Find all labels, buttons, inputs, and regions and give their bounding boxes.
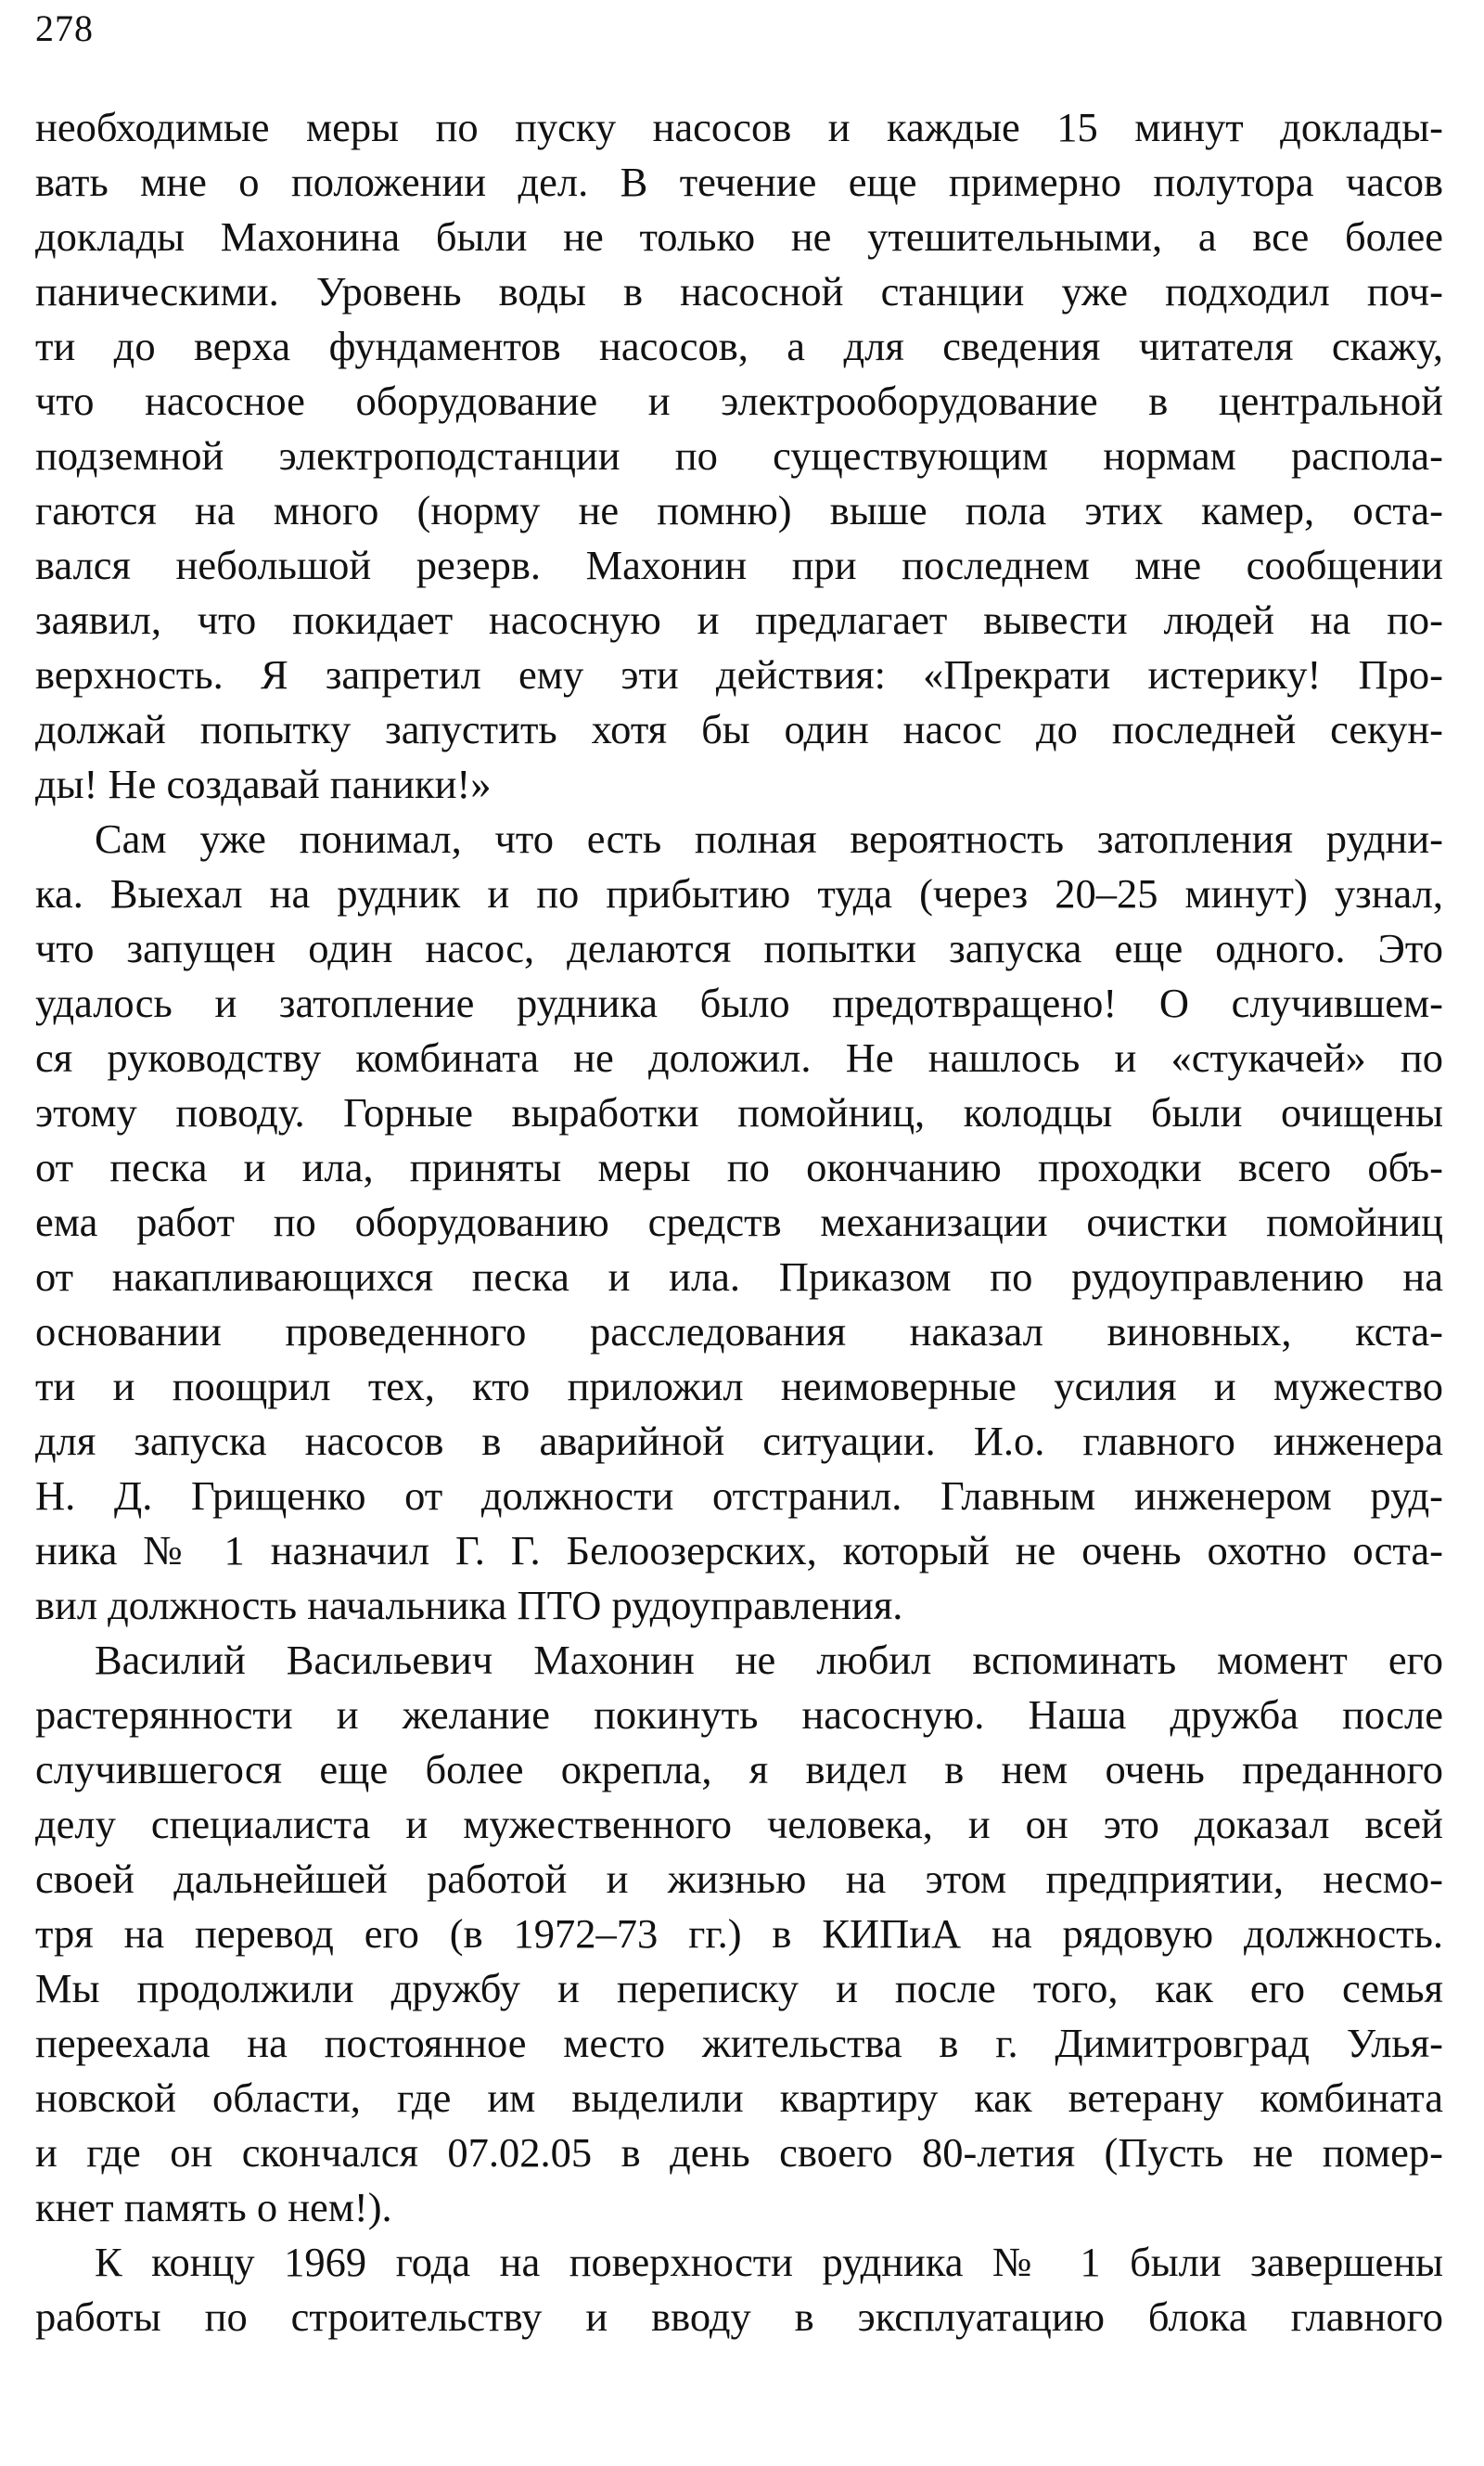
text-line: для запуска насосов в аварийной ситуации. И.о. главного инженера — [35, 1418, 1443, 1464]
text-line: подземной электроподстанции по существующим нормам распола- — [35, 432, 1443, 479]
page-number: 278 — [35, 7, 94, 49]
text-line: переехала на постоянное место жительства в г. Димитровград Улья- — [35, 2020, 1443, 2066]
text-line: и где он скончался 07.02.05 в день своего 80-летия (Пусть не помер- — [35, 2129, 1443, 2176]
text-line: паническими. Уровень воды в насосной станции уже подходил поч- — [35, 268, 1443, 315]
text-line: случившегося еще более окрепла, я видел в нем очень преданного — [35, 1746, 1443, 1792]
text-line: что насосное оборудование и электрооборудование в центральной — [35, 378, 1443, 424]
paragraph-3 — [35, 1633, 1443, 2235]
text-line: Василий Васильевич Махонин не любил вспоминать момент его — [95, 1637, 1443, 1683]
text-line: делу специалиста и мужественного человека, и он это доказал всей — [35, 1801, 1443, 1847]
paragraph-4 — [35, 2235, 1443, 2344]
body-text — [35, 100, 1443, 2344]
text-line: растерянности и желание покинуть насосную. Наша дружба после — [35, 1691, 1443, 1738]
paragraph-1 — [35, 100, 1443, 812]
paragraph-2 — [35, 812, 1443, 1633]
text-line: заявил, что покидает насосную и предлагает вывести людей на по- — [35, 597, 1443, 643]
text-line: ды! Не создавай паники!» — [35, 761, 492, 807]
text-line: своей дальнейшей работой и жизнью на этом предприятии, несмо- — [35, 1856, 1443, 1902]
text-line: верхность. Я запретил ему эти действия: «Прекрати истерику! Про- — [35, 651, 1443, 698]
text-line: ти до верха фундаментов насосов, а для сведения читателя скажу, — [35, 323, 1443, 369]
text-line: работы по строительству и вводу в эксплуатацию блока главного — [35, 2293, 1443, 2340]
text-line: от песка и ила, приняты меры по окончанию проходки всего объ- — [35, 1144, 1443, 1190]
text-line: этому поводу. Горные выработки помойниц, колодцы были очищены — [35, 1089, 1443, 1136]
text-line: Мы продолжили дружбу и переписку и после того, как его семья — [35, 1965, 1443, 2011]
text-line: ка. Выехал на рудник и по прибытию туда (через 20–25 минут) узнал, — [35, 870, 1443, 917]
text-line: основании проведенного расследования наказал виновных, кста- — [35, 1308, 1443, 1355]
text-line: доклады Махонина были не только не утешительными, а все более — [35, 213, 1443, 260]
text-line: вил должность начальника ПТО рудоуправления. — [35, 1582, 903, 1628]
text-line: Н. Д. Грищенко от должности отстранил. Главным инженером руд- — [35, 1472, 1443, 1519]
text-line: К концу 1969 года на поверхности рудника № 1 были завершены — [95, 2239, 1443, 2285]
text-line: от накапливающихся песка и ила. Приказом по рудоуправлению на — [35, 1253, 1443, 1300]
text-line: удалось и затопление рудника было предотвращено! О случившем- — [35, 980, 1443, 1026]
text-line: должай попытку запустить хотя бы один насос до последней секун- — [35, 706, 1443, 752]
text-line: что запущен один насос, делаются попытки запуска еще одного. Это — [35, 925, 1443, 971]
text-line: ника № 1 назначил Г. Г. Белоозерских, который не очень охотно оста- — [35, 1527, 1443, 1573]
text-line: вать мне о положении дел. В течение еще примерно полутора часов — [35, 159, 1443, 205]
text-line: ема работ по оборудованию средств механизации очистки помойниц — [35, 1199, 1443, 1245]
text-line: гаются на много (норму не помню) выше пола этих камер, оста- — [35, 487, 1443, 533]
text-line: ти и поощрил тех, кто приложил неимоверные усилия и мужество — [35, 1363, 1443, 1409]
text-line: ся руководству комбината не доложил. Не нашлось и «стукачей» по — [35, 1034, 1443, 1081]
text-line: вался небольшой резерв. Махонин при последнем мне сообщении — [35, 542, 1443, 588]
text-line: тря на перевод его (в 1972–73 гг.) в КИПиА на рядовую должность. — [35, 1910, 1443, 1957]
text-line: Сам уже понимал, что есть полная вероятность затопления рудни- — [95, 816, 1443, 862]
text-line: кнет память о нем!). — [35, 2184, 392, 2230]
text-line: необходимые меры по пуску насосов и каждые 15 минут доклады- — [35, 104, 1443, 150]
text-line: новской области, где им выделили квартиру как ветерану комбината — [35, 2074, 1443, 2121]
